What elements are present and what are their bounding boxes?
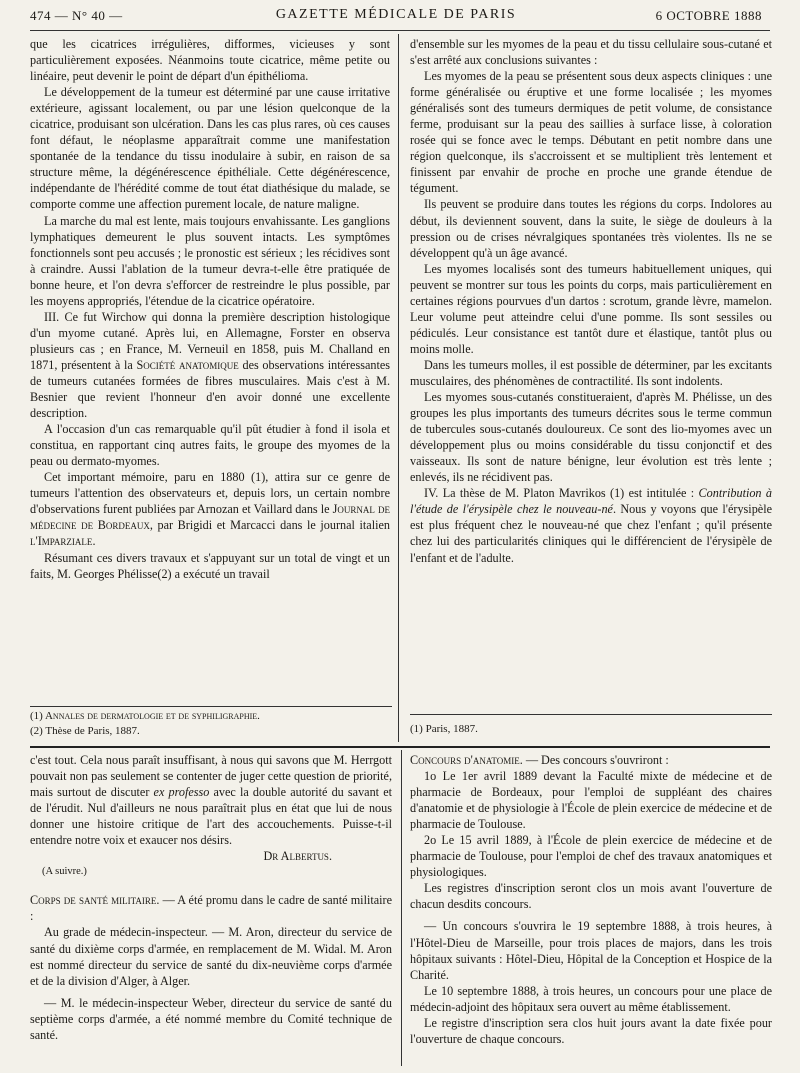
paragraph: Résumant ces divers travaux et s'appuyant sur un total de vingt et un faits, M. Georges Phélisse(2) a exécuté un travail [30, 550, 390, 581]
column-divider [398, 34, 399, 742]
journal-title: GAZETTE MÉDICALE DE PARIS [275, 7, 517, 22]
page-number: 474 — N° 40 — [30, 8, 123, 23]
paragraph: c'est tout. Cela nous paraît insuffisant, à nous qui savons que M. Herrgott pouvait non pas seulement se contenter de juger cette question de priorité, mais surtout de discuter ex professo avec la double autorité du savant et de l'érudit. Nul d'ailleurs ne nous paraîtrait plus en état que lui de nous donner une histoire critique de l'art des accouchements. Puisse-t-il entendre notre voix et exaucer nos désirs. [30, 753, 392, 848]
footnote: (1) Annales de dermatologie et de syphiligraphie. [30, 710, 260, 722]
footnotes-left [30, 709, 390, 741]
footnotes-right [410, 722, 772, 740]
header-rule [30, 30, 770, 31]
to-be-continued: (A suivre.) [42, 866, 87, 878]
paragraph: Dans les tumeurs molles, il est possible de déterminer, par les excitants musculaires, des phénomènes de contractilité. Ils sont indolents. [410, 357, 772, 388]
signature: Dr Albertus. [263, 849, 332, 864]
lower-right-column [410, 752, 772, 1068]
paragraph: A l'occasion d'un cas remarquable qu'il pût étudier à fond il isola et constitua, en rapportant cinq autres faits, le groupe des myomes de la peau ou dermato-myomes. [30, 422, 390, 469]
paragraph: Au grade de médecin-inspecteur. — M. Aron, directeur du service de santé du dixième corps d'armée, en remplacement de M. Widal. M. Aron est nommé directeur du service de santé du dix-neuvième corps d'armée et de la division d'Alger, à Alger. [30, 925, 392, 988]
issue-date: 6 OCTOBRE 1888 [655, 8, 762, 23]
section-rule [30, 746, 770, 748]
paragraph: Cet important mémoire, paru en 1880 (1), attira sur ce genre de tumeurs l'attention des observateurs et, depuis lors, un certain nombre d'observations furent publiées par Arnozan et Vaillard dans le Journal de médecine de Bordeaux, par Brigidi et Marcacci dans le journal italien l'Imparziale. [30, 470, 390, 549]
paragraph: 1o Le 1er avril 1889 devant la Faculté mixte de médecine et de pharmacie de Bordeaux, pour l'emploi de suppléant des chaires d'anatomie et de physiologie à l'École de plein exercice de médecine et de pharmacie de Toulouse. [410, 769, 772, 832]
paragraph: Ils peuvent se produire dans toutes les régions du corps. Indolores au début, ils deviennent souvent, dans la suite, le siège de douleurs à la pression ou de crises névralgiques spontanées très violentes. Ils ne se développent qu'à un âge avancé. [410, 197, 772, 260]
paragraph: La marche du mal est lente, mais toujours envahissante. Les ganglions lymphatiques demeurent le plus souvent intacts. Les symptômes fonctionnels sont peu accusés ; le pronostic est sérieux ; les récidives sont à craindre. Aussi l'ablation de la tumeur devra-t-elle être pratiquée de bonne heure, et l'on devra s'efforcer de restreindre le plus possible, par les moyens appropriés, l'étendue de la cicatrice opératoire. [30, 213, 390, 308]
footnote-rule [410, 714, 772, 715]
paragraph: Les myomes de la peau se présentent sous deux aspects cliniques : une forme généralisée ou éruptive et une forme localisée ; les myomes généralisés sont des tumeurs dermiques de petit volume, de consistance ferme, produisant sur la peau des saillies à surface lisse, à coloration rosée qui se fonce avec le temps. Débutant en petit nombre dans une région quelconque, ils s'accroissent et se multiplient très lentement et finissent par envahir de proche en proche une grande étendue de tégument. [410, 69, 772, 196]
paragraph: — M. le médecin-inspecteur Weber, directeur du service de santé du septième corps d'armée, a été nommé membre du Comité technique de santé. [30, 995, 392, 1042]
lower-left-column [30, 752, 392, 1068]
paragraph: IV. La thèse de M. Platon Mavrikos (1) est intitulée : Contribution à l'étude de l'érysipèle chez le nouveau-né. Nous y voyons que l'érysipèle est plus fréquent chez le nouveau-né que chez l'enfant ; qu'il présente chez lui des particularités cliniques qui le différencient de l'érysipèle de l'enfant et de l'adulte. [410, 486, 772, 565]
paragraph: Le développement de la tumeur est déterminé par une cause irritative extérieure, agissant localement, ou par une lésion quelconque de la cicatrice, produisant son ulcération. Dans les cas plus rares, où ces causes font défaut, le néoplasme apparaîtrait comme une manifestation spontanée de la tendance du tissu inodulaire à subir, en raison de sa structure même, la dégénérescence épithéliale. Cette dégénérescence, indépendante de l'hérédité comme de tout état diathésique du malade, se comporte comme une affection purement locale, de nature maligne. [30, 85, 390, 212]
paragraph: Concours d'anatomie. — Des concours s'ouvriront : [410, 753, 669, 767]
paragraph: Le 10 septembre 1888, à trois heures, un concours pour une place de médecin-adjoint des hôpitaux sera ouvert au même établissement. [410, 983, 772, 1014]
upper-left-column [30, 36, 390, 700]
upper-right-column [410, 36, 772, 704]
paragraph: Le registre d'inscription sera clos huit jours avant la date fixée pour l'ouverture de chaque concours. [410, 1015, 772, 1046]
paragraph: d'ensemble sur les myomes de la peau et du tissu cellulaire sous-cutané et s'est arrêté aux conclusions suivantes : [410, 37, 772, 68]
page-header [30, 6, 762, 28]
paragraph: Les myomes sous-cutanés constitueraient, d'après M. Phélisse, un des groupes les plus importants des tumeurs décrites sous le terme commun de tubercules sous-cutanés douloureux. Ce sont des lio-myomes avec un développement plus ou moins considérable du tissu conjonctif et des vaisseaux. Ils sont de nature bénigne, leur évolution est très lente ; enlevés, ils ne récidivent pas. [410, 390, 772, 485]
footnote: (1) Paris, 1887. [410, 723, 478, 735]
paragraph: 2o Le 15 avril 1889, à l'École de plein exercice de médecine et de pharmacie de Toulouse, pour l'emploi de chef des travaux anatomiques et physiologiques. [410, 833, 772, 880]
paragraph: Les registres d'inscription seront clos un mois avant l'ouverture de chacun desdits concours. [410, 881, 772, 912]
paragraph: Corps de santé militaire. — A été promu dans le cadre de santé militaire : [30, 893, 392, 924]
paragraph: que les cicatrices irrégulières, difformes, vicieuses y sont particulièrement exposées. Néanmoins toute cicatrice, même petite ou linéaire, peut devenir le point de départ d'un épithélioma. [30, 37, 390, 84]
column-divider [401, 750, 402, 1066]
footnote-rule [30, 706, 392, 707]
footnote: (2) Thèse de Paris, 1887. [30, 724, 140, 737]
paragraph: III. Ce fut Wirchow qui donna la première description histologique d'un myome cutané. Après lui, en Allemagne, Forster en observa plusieurs cas ; en France, M. Verneuil en 1858, puis M. Challand en 1871, présentent à la Société anatomique des observations intéressantes de tumeurs cutanées formées de fibres musculaires. Mais c'est à M. Besnier que revient l'honneur d'en avoir donné une excellente description. [30, 309, 390, 421]
paragraph: Les myomes localisés sont des tumeurs habituellement uniques, qui peuvent se montrer sur tous les points du corps, mais particulièrement en certaines régions pourvues d'un dartos : scrotum, grande lèvre, mamelon. Leur volume peut atteindre celui d'une pomme. Ils sont sessiles ou pédiculés. Leur consistance est tantôt dure et élastique, tantôt plus ou moins molle. [410, 261, 772, 356]
paragraph: — Un concours s'ouvrira le 19 septembre 1888, à trois heures, à l'Hôtel-Dieu de Marseille, pour trois places de majors, dans les trois hôpitaux suivants : Hôtel-Dieu, Hôpital de la Conception et Hospice de la Charité. [410, 919, 772, 982]
